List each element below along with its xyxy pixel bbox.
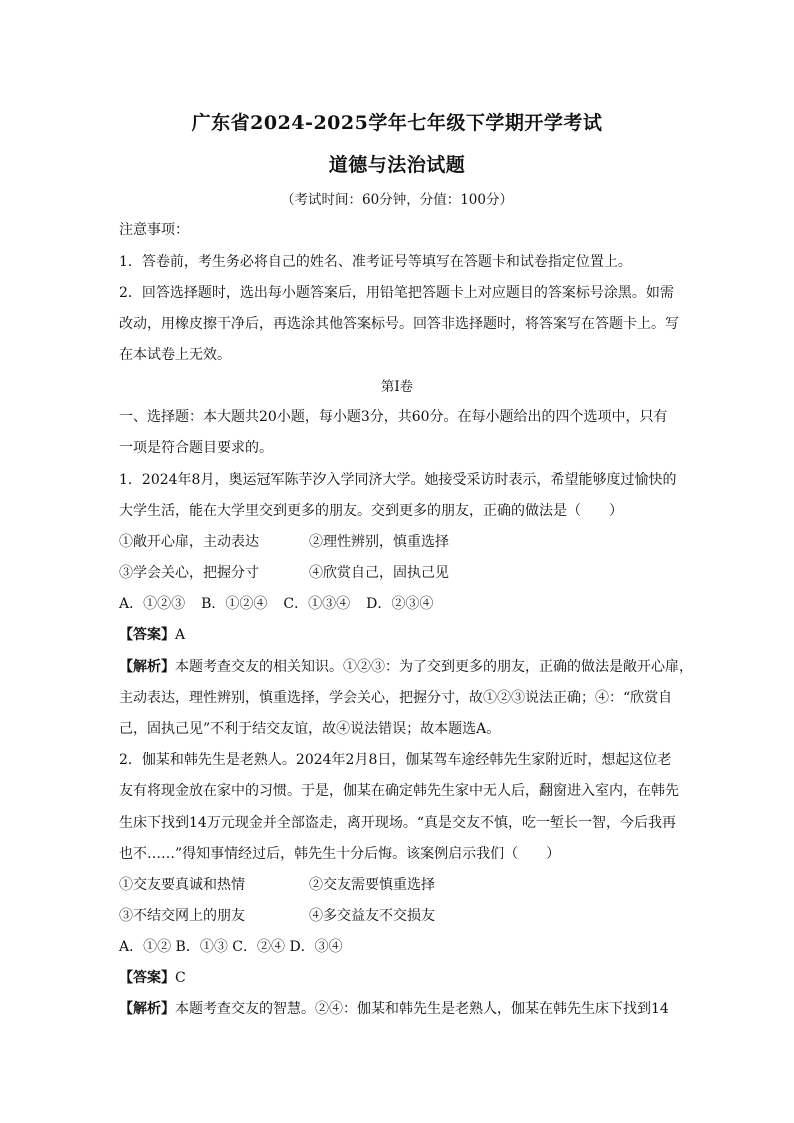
q1-analysis-line-3: 己，固执己见”不利于结交友谊，故④说法错误；故本题选A。 (119, 721, 501, 737)
q1-stem-line-1: 1．2024年8月，奥运冠军陈芋汐入学同济大学。她接受采访时表示，希望能够度过愉快的 (119, 472, 677, 488)
q1-choice-b: B．①②④ (201, 596, 268, 612)
q2-analysis-text-1: 本题考查交友的智慧。②④：伽某和韩先生是老熟人，伽某在韩先生床下找到14 (175, 1001, 669, 1017)
q1-analysis-label: 【解析】 (119, 659, 175, 675)
exam-title: 广东省2024-2025学年七年级下学期开学考试 (191, 112, 603, 134)
q2-analysis-line-1 (119, 998, 679, 1018)
q1-choice-c: C．①③④ (283, 596, 351, 612)
q2-answer-label: 【答案】 (119, 970, 175, 986)
q1-choice-a: A．①②③ (119, 596, 186, 612)
q2-option-1: ①交友要真诚和热情 (119, 877, 245, 893)
q1-answer-value: A (175, 627, 186, 643)
q2-analysis-label: 【解析】 (119, 1001, 175, 1017)
q2-option-4: ④多交益友不交损友 (309, 908, 435, 924)
note-item-2-line-2: 改动，用橡皮擦干净后，再选涂其他答案标号。回答非选择题时，将答案写在答题卡上。写 (119, 316, 679, 332)
q2-answer-value: C (175, 970, 186, 986)
exam-info: （考试时间：60分钟，分值：100分） (281, 192, 513, 208)
q2-option-3: ③不结交网上的朋友 (119, 908, 245, 924)
q2-stem-line-4: 也不……”得知事情经过后，韩先生十分后悔。该案例启示我们（ ） (119, 846, 561, 862)
volume-label: 第Ⅰ卷 (380, 379, 414, 395)
q1-analysis-line-1 (119, 656, 693, 676)
q1-options-row-1 (119, 531, 679, 551)
section-intro-line-2: 一项是符合题目要求的。 (119, 440, 273, 456)
note-item-2-line-3: 在本试卷上无效。 (119, 347, 231, 363)
q1-answer-label: 【答案】 (119, 627, 175, 643)
q1-options-row-2 (119, 562, 679, 582)
exam-subject-title: 道德与法治试题 (328, 154, 466, 176)
q2-stem-line-1: 2．伽某和韩先生是老熟人。2024年2月8日，伽某驾车途经韩先生家附近时，想起这位老 (119, 752, 672, 768)
q1-option-3: ③学会关心，把握分寸 (119, 565, 259, 581)
q2-options-row-2 (119, 905, 679, 925)
q2-answer (119, 967, 679, 987)
notes-heading: 注意事项： (119, 222, 189, 238)
note-item-1: 1．答卷前，考生务必将自己的姓名、准考证号等填写在答题卡和试卷指定位置上。 (119, 254, 632, 270)
section-intro-line-1: 一、选择题：本大题共20小题，每小题3分，共60分。在每小题给出的四个选项中，只有 (119, 409, 668, 425)
q1-option-4: ④欣赏自己，固执己见 (309, 565, 449, 581)
q1-option-2: ②理性辨别，慎重选择 (309, 534, 449, 550)
q2-option-2: ②交友需要慎重选择 (309, 877, 435, 893)
q1-answer (119, 624, 679, 644)
q2-options-row-1 (119, 874, 679, 894)
q2-stem-line-3: 生床下找到14万元现金并全部盗走，离开现场。“真是交友不慎，吃一堑长一智，今后我再 (119, 815, 676, 831)
q1-analysis-text-1: 本题考查交友的相关知识。①②③：为了交到更多的朋友，正确的做法是敞开心扉， (175, 659, 693, 675)
q1-stem-line-2: 大学生活，能在大学里交到更多的朋友。交到更多的朋友，正确的做法是（ ） (119, 503, 623, 519)
q2-choices: A．①② B．①③ C．②④ D．③④ (119, 939, 343, 955)
q2-stem-line-2: 友有将现金放在家中的习惯。于是，伽某在确定韩先生家中无人后，翻窗进入室内，在韩先 (119, 783, 679, 799)
q1-choice-d: D．②③④ (366, 596, 434, 612)
q1-choices (119, 593, 679, 613)
note-item-2-line-1: 2．回答选择题时，选出每小题答案后，用铅笔把答题卡上对应题目的答案标号涂黑。如需 (119, 285, 674, 301)
q1-option-1: ①敞开心扉，主动表达 (119, 534, 259, 550)
q1-analysis-line-2: 主动表达，理性辨别，慎重选择，学会关心，把握分寸，故①②③说法正确；④：“欣赏自 (119, 690, 673, 706)
